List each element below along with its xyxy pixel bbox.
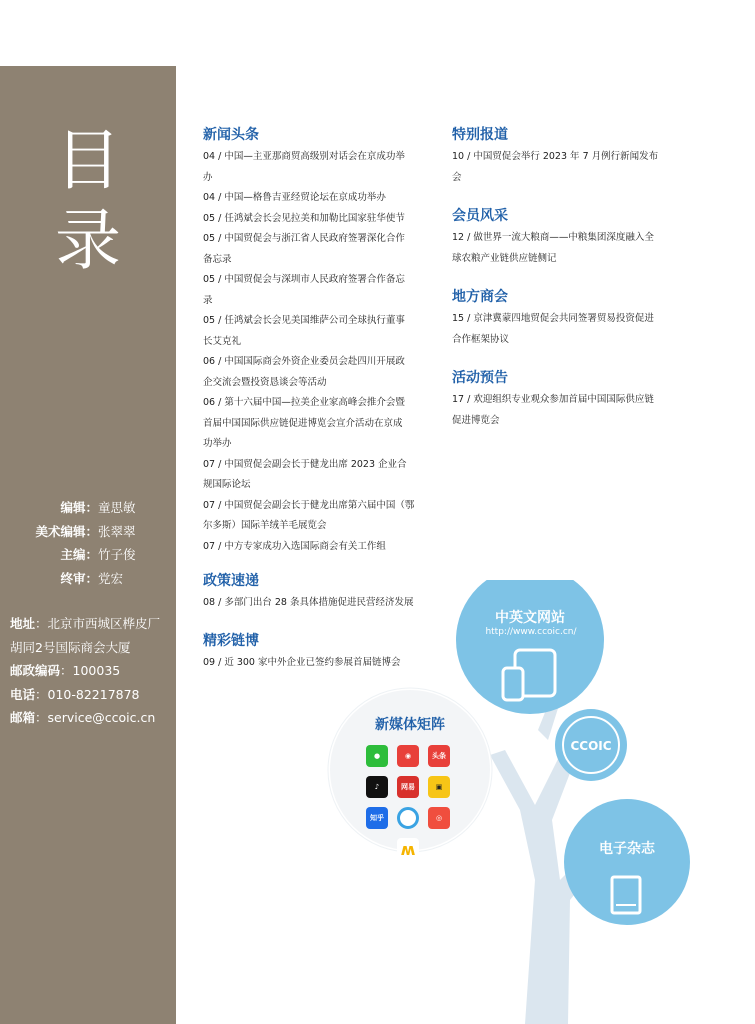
phone — [10, 683, 160, 707]
toc-entry-line: 会 — [452, 171, 462, 183]
item-list — [452, 309, 674, 350]
toc-entry-line: 12 / 做世界一流大粮商——中粮集团深度融入全 — [452, 232, 654, 243]
staff-label: 终审： — [60, 570, 98, 586]
email-value[interactable]: ：service@ccoic.cn — [35, 710, 156, 725]
ccoic-logo: CCOIC — [570, 739, 612, 753]
email — [10, 706, 160, 730]
item-list — [452, 390, 674, 431]
section-title: 地方商会 — [452, 289, 508, 305]
staff-list — [0, 496, 176, 590]
title-char-lu: 录 — [55, 202, 121, 279]
toc-entry[interactable] — [203, 188, 425, 209]
phone-icon — [503, 668, 523, 700]
toc-entry-line: 06 / 中国国际商会外资企业委员会赴四川开展政 — [203, 356, 405, 367]
magazine-circle[interactable] — [564, 799, 690, 925]
toc-entry[interactable] — [203, 393, 425, 455]
section-title: 政策速递 — [203, 573, 259, 589]
toc-entry-line: 15 / 京津冀蒙四地贸促会共同签署贸易投资促进 — [452, 313, 654, 324]
staff-row — [0, 567, 176, 591]
section-member-profile — [452, 205, 674, 269]
postcode-value: ：100035 — [60, 663, 121, 678]
toc-entry-line: 04 / 中国—格鲁吉亚经贸论坛在京成功举办 — [203, 192, 386, 203]
section-event-preview — [452, 367, 674, 431]
section-special-report — [452, 124, 674, 188]
website-title: 中英文网站 — [495, 610, 565, 626]
toc-entry[interactable] — [203, 229, 425, 270]
staff-value: 党宏 — [98, 570, 124, 586]
toc-entry-line: 05 / 任鸿斌会长会见拉美和加勒比国家驻华使节 — [203, 212, 405, 224]
media-tree-graphic — [320, 580, 755, 1024]
section-news-headlines — [203, 124, 425, 557]
xiaohongshu-icon[interactable]: ▣ — [428, 776, 450, 798]
media-title: 新媒体矩阵 — [375, 717, 445, 733]
section-local-chambers — [452, 286, 674, 350]
staff-value: 张翠翠 — [98, 523, 136, 539]
toc-entry-line: 08 / 多部门出台 28 条具体措施促进民营经济发展 — [203, 597, 414, 608]
email-label: 邮箱 — [10, 710, 36, 725]
netease-icon[interactable]: 网易 — [397, 776, 419, 798]
toc-entry-line: 规国际论坛 — [203, 479, 251, 490]
postcode — [10, 659, 160, 683]
toc-entry-line: 06 / 第十六届中国—拉美企业家高峰会推介会暨 — [203, 397, 405, 408]
toc-entry-line: 05 / 任鸿斌会长会见美国维萨公司全球执行董事 — [203, 315, 405, 326]
address — [10, 612, 160, 636]
toc-entry-line: 促进博览会 — [452, 414, 500, 426]
toc-entry-line: 05 / 中国贸促会与深圳市人民政府签署合作备忘 — [203, 274, 405, 285]
toc-entry[interactable] — [203, 270, 425, 311]
postcode-label: 邮政编码 — [10, 663, 61, 678]
tencent-news-icon[interactable] — [397, 807, 419, 829]
item-list — [452, 147, 674, 188]
item-list — [203, 147, 425, 557]
staff-row — [0, 496, 176, 520]
address-line-2: 胡同2号国际商会大厦 — [10, 639, 131, 655]
toc-entry[interactable] — [203, 455, 425, 496]
toc-entry-line: 尔多斯）国际羊绒羊毛展览会 — [203, 520, 327, 531]
section-title: 活动预告 — [452, 370, 508, 386]
website-circle[interactable] — [456, 580, 604, 714]
website-url[interactable]: http://www.ccoic.cn/ — [485, 627, 577, 637]
douyin-icon[interactable]: ♪ — [366, 776, 388, 798]
item-list — [452, 228, 674, 269]
toc-entry-line: 企交流会暨投资恳谈会等活动 — [203, 376, 327, 388]
xigua-icon[interactable]: ʍ — [397, 838, 419, 860]
toc-entry-line: 04 / 中国—主亚那商贸高级别对话会在京成功举 — [203, 151, 405, 162]
staff-value: 竹子俊 — [98, 547, 136, 562]
title-char-mu: 目 — [55, 122, 121, 199]
staff-value: 童思敏 — [98, 500, 136, 515]
toc-entry-line: 办 — [203, 171, 213, 183]
phone-label: 电话 — [10, 686, 36, 702]
staff-label: 主编： — [60, 547, 98, 562]
toc-entry[interactable] — [203, 352, 425, 393]
address-line-1: ：北京市西城区桦皮厂 — [35, 616, 161, 631]
section-title: 会员风采 — [452, 208, 508, 224]
toc-entry[interactable] — [203, 311, 425, 352]
toc-entry-line: 录 — [203, 294, 213, 306]
magazine-title: 电子杂志 — [599, 841, 655, 857]
toc-entry-line: 备忘录 — [203, 253, 232, 265]
wechat-icon[interactable]: ● — [366, 745, 388, 767]
toutiao-icon[interactable]: 头条 — [428, 745, 450, 767]
toc-entry-line: 功举办 — [203, 438, 232, 449]
toc-entry-line: 合作框架协议 — [452, 333, 510, 345]
toc-entry-line: 07 / 中国贸促会副会长于健龙出席 2023 企业合 — [203, 458, 407, 470]
toc-entry[interactable] — [452, 147, 674, 188]
phone-value: ：010-82217878 — [35, 686, 140, 702]
staff-row — [0, 520, 176, 544]
toc-entry-line: 首届中国国际供应链促进博览会宣介活动在京成 — [203, 417, 403, 429]
toc-entry[interactable] — [452, 228, 674, 269]
toc-entry-line: 07 / 中国贸促会副会长于健龙出席第六届中国（鄂 — [203, 499, 415, 511]
toc-entry[interactable] — [203, 209, 425, 230]
address-label: 地址 — [10, 616, 36, 631]
staff-label: 编辑： — [60, 500, 98, 515]
staff-row — [0, 543, 176, 567]
toc-entry[interactable] — [452, 309, 674, 350]
section-title: 精彩链博 — [203, 633, 259, 649]
toc-entry-line: 10 / 中国贸促会举行 2023 年 7 月例行新闻发布 — [452, 151, 659, 162]
toc-entry[interactable] — [203, 496, 425, 537]
section-title: 新闻头条 — [203, 127, 259, 143]
toc-entry-line: 09 / 近 300 家中外企业已签约参展首届链博会 — [203, 657, 401, 668]
zhihu-icon[interactable]: 知乎 — [366, 807, 388, 829]
toc-entry-line: 07 / 中方专家成功入选国际商会有关工作组 — [203, 540, 386, 552]
toc-entry-line: 球农粮产业链供应链侧记 — [452, 252, 557, 264]
staff-label: 美术编辑： — [35, 523, 98, 539]
toc-entry[interactable] — [452, 390, 674, 431]
section-title: 特别报道 — [452, 127, 508, 143]
toc-entry[interactable] — [203, 147, 425, 188]
toc-entry-line: 长艾克礼 — [203, 335, 242, 347]
weibo-icon[interactable]: ◉ — [397, 745, 419, 767]
toc-entry-line: 17 / 欢迎组织专业观众参加首届中国国际供应链 — [452, 394, 654, 405]
kuaishou-icon[interactable]: ◎ — [428, 807, 450, 829]
toc-entry[interactable] — [203, 537, 425, 558]
toc-entry-line: 05 / 中国贸促会与浙江省人民政府签署深化合作 — [203, 233, 405, 244]
contact-info — [10, 612, 160, 730]
sidebar — [0, 66, 176, 1024]
